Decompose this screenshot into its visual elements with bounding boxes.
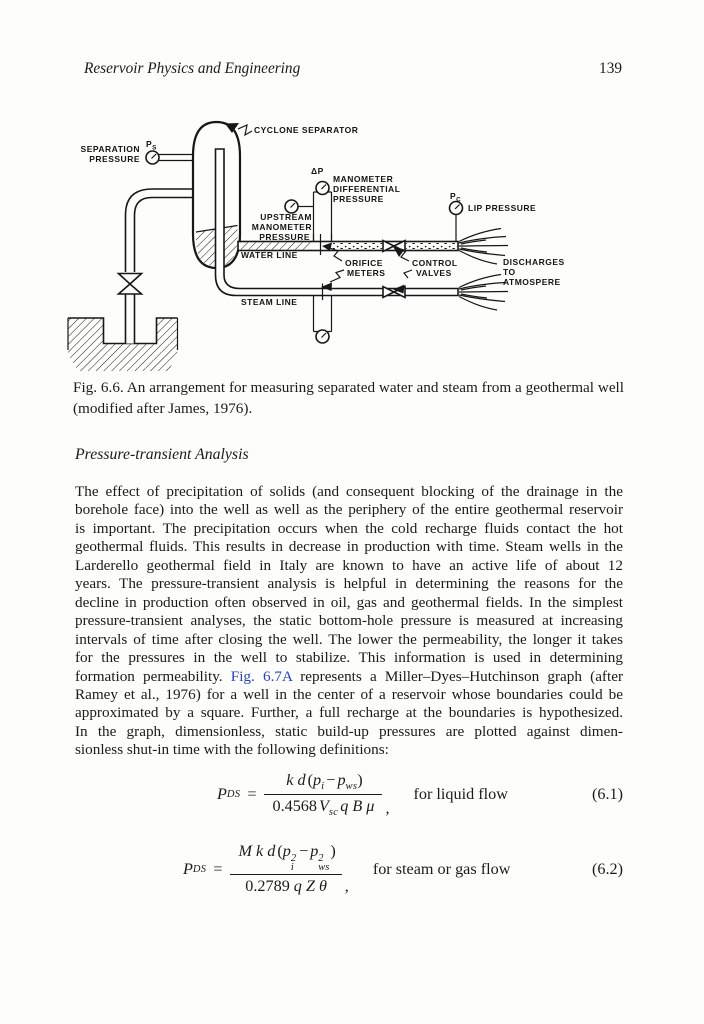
eq2-number: (6.2)	[591, 859, 623, 878]
body-line: borehole face) into the well as well as the periphery of the entire geothermal reservoir	[75, 501, 623, 519]
lip-pressure-gauge	[450, 202, 463, 242]
figure-caption	[73, 377, 624, 420]
body-line: geothermal fluids. This results in decrease in production with time. Steam wells in the	[75, 538, 623, 556]
running-title: Reservoir Physics and Engineering	[84, 60, 301, 77]
steam-line-manometer	[314, 296, 332, 344]
caption-line-1: Fig. 6.6. An arrangement for measuring separated water and steam from a geothermal well	[73, 379, 624, 396]
label-manometer-differential-2: DIFFERENTIAL	[333, 184, 401, 194]
body-text: formation permeability.	[75, 667, 231, 685]
label-orifice-meters-1: ORIFICE	[345, 258, 383, 268]
differential-manometer	[314, 182, 332, 242]
label-water-line: WATER LINE	[241, 250, 298, 260]
label-separation-pressure-2: PRESSURE	[89, 154, 140, 164]
body-line: The effect of precipitation of solids (and consequent blocking of the drainage in the	[75, 483, 623, 500]
eq2-fraction: M k d (p 2 i − p 2 ws ) 0.2789 q Z θ	[230, 842, 341, 896]
body-line: years. The pressure-transient analysis is helpful in determining the reasons for the	[75, 575, 623, 593]
label-cyclone-separator: CYCLONE SEPARATOR	[254, 125, 359, 135]
equation-6-1: P DS = $\frac{k d (p_i - p_{ws})}{0.4568 V_{sc} q B \mu}$ , for liquid flow (6.1)	[217, 771, 623, 818]
label-dp: ΔP	[311, 166, 324, 176]
eq1-number: (6.1)	[591, 785, 623, 803]
label-ps: PS	[146, 139, 157, 152]
label-upstream-1: UPSTREAM	[260, 212, 312, 222]
body-line: pressure-transient analyses, the static bottom-hole pressure is measured at increasing	[75, 612, 623, 630]
body-paragraph	[75, 483, 623, 760]
caption-line-2: (modified after James, 1976).	[73, 400, 253, 418]
label-separation-pressure-1: SEPARATION	[80, 144, 140, 154]
label-control-valves-2: VALVES	[416, 268, 452, 278]
body-line: sionless shut-in time with the following definitions:	[75, 741, 389, 759]
body-line: Ramey et al., 1976) for a well in the center of a reservoir whose boundaries could be	[75, 685, 623, 703]
page-number: 139	[599, 60, 622, 77]
well-ground	[68, 318, 178, 371]
label-lip-pressure: LIP PRESSURE	[468, 203, 537, 213]
body-line: decline in production often observed in oil, gas and geothermal fields. In the simplest	[75, 593, 623, 611]
label-upstream-2: MANOMETER	[251, 222, 312, 232]
label-manometer-differential-3: PRESSURE	[333, 194, 384, 204]
body-line: intervals of time after closing the well. The lower the permeability, the longer it takes	[75, 630, 623, 648]
body-line-with-link	[75, 668, 623, 686]
well-casing-pipe	[126, 294, 135, 344]
body-line: Larderello geothermal field in Italy are known to have an active life of about 12	[75, 556, 623, 574]
eq1-fraction: $\frac{k d (p_i - p_{ws})}{0.4568 V_{sc} q B \mu}$	[264, 771, 382, 818]
label-pc: PC	[450, 191, 461, 204]
wellhead-valve-icon	[119, 274, 142, 295]
eq1-condition: for liquid flow	[413, 785, 508, 803]
steam-discharge-spray	[459, 275, 508, 311]
page-header	[84, 60, 622, 78]
eq1-lhs: P	[217, 785, 227, 803]
label-discharges-2: TO	[503, 267, 516, 277]
separation-pressure-gauge	[146, 151, 194, 164]
label-discharges-3: ATMOSPERE	[503, 277, 561, 287]
figure-6-7a-link[interactable]: Fig. 6.7A	[230, 667, 293, 685]
label-steam-line: STEAM LINE	[241, 297, 298, 307]
label-manometer-differential-1: MANOMETER	[333, 174, 394, 184]
water-discharge-spray	[459, 229, 508, 265]
eq2-condition: for steam or gas flow	[372, 859, 511, 878]
body-line: approximated by a square. Further, a full recharge at the boundaries is hypothesized.	[75, 704, 623, 722]
body-line: for the pressures in the well to stabilize. This information is used in determining	[75, 649, 623, 667]
label-discharges-1: DISCHARGES	[503, 257, 565, 267]
body-text: represents a Miller–Dyes–Hutchinson graph (after	[292, 667, 624, 685]
figure-6-6-diagram	[60, 106, 640, 376]
label-orifice-meters-2: METERS	[347, 268, 386, 278]
section-heading: Pressure-transient Analysis	[75, 446, 249, 463]
equation-6-2: P DS = M k d (p 2 i − p 2 ws ) 0.2789 q Z θ , for steam or gas flow (6.2)	[183, 842, 623, 895]
eq2-lhs: P	[183, 859, 193, 878]
body-line: In the graph, dimensionless, static build-up pressures are plotted against dimen-	[75, 722, 623, 740]
wellhead-pipe	[126, 189, 195, 272]
label-control-valves-1: CONTROL	[412, 258, 458, 268]
body-line: is important. The precipitation occurs when the cold recharge fluids contact the hot	[75, 519, 623, 537]
label-upstream-3: PRESSURE	[259, 232, 310, 242]
